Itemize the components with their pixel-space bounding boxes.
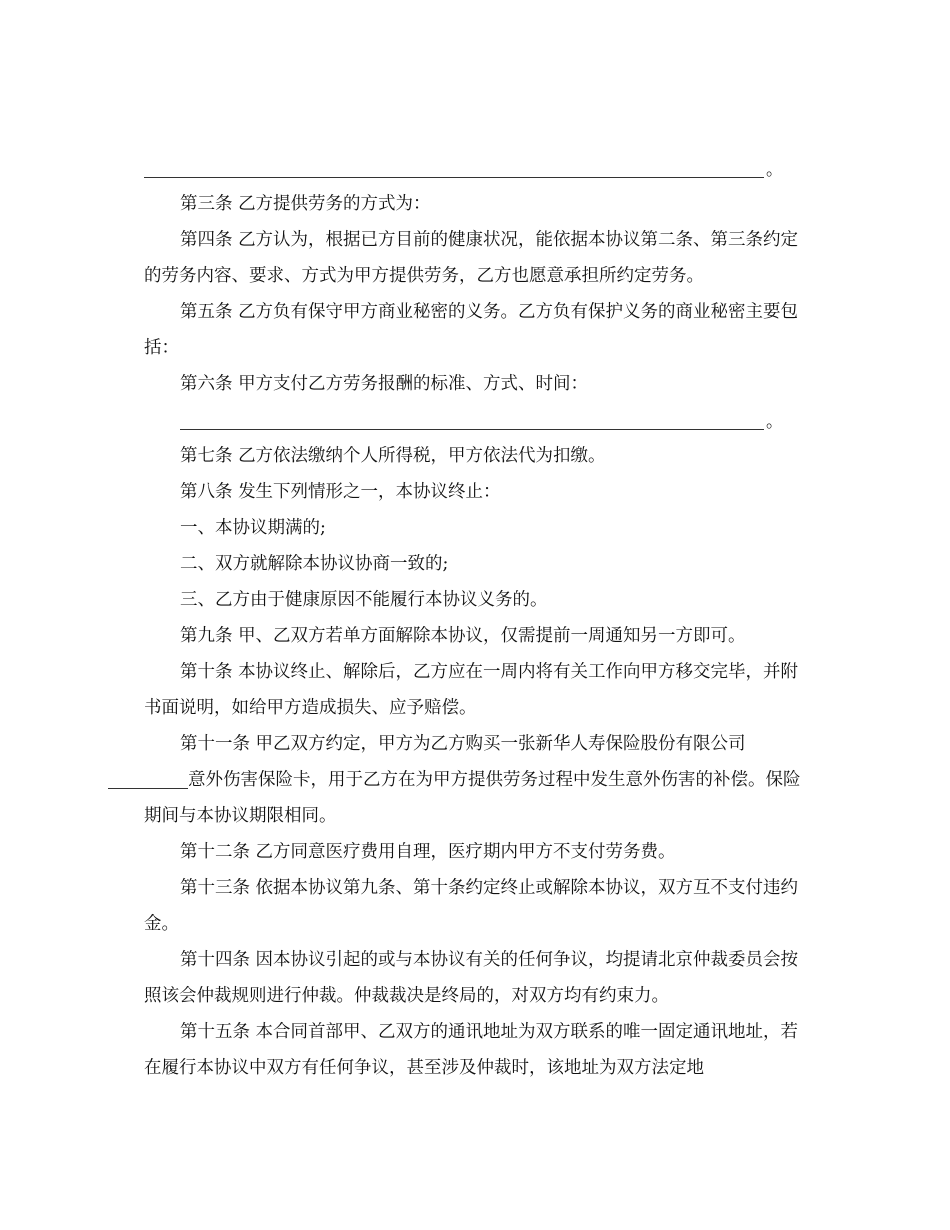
clause-8-item-3: 三、乙方由于健康原因不能履行本协议义务的。 bbox=[180, 590, 548, 610]
document-body bbox=[144, 150, 806, 1086]
clause-9: 第九条 甲、乙双方若单方面解除本协议，仅需提前一周通知另一方即可。 bbox=[180, 626, 746, 646]
inline-blank-underline bbox=[108, 768, 188, 789]
clause-11-text-b: 意外伤害保险卡，用于乙方在为甲方提供劳务过程中发生意外伤害的补偿。保险期间与本协议期限相同。 bbox=[144, 770, 801, 826]
fill-in-blank-line bbox=[144, 150, 806, 186]
clause-13: 第十三条 依据本协议第九条、第十条约定终止或解除本协议，双方互不支付违约金。 bbox=[144, 878, 799, 934]
clause-6: 第六条 甲方支付乙方劳务报酬的标准、方式、时间： bbox=[180, 374, 589, 394]
clause-8-item-1: 一、本协议期满的; bbox=[180, 518, 326, 538]
clause-11 bbox=[144, 726, 806, 834]
clause-10: 第十条 本协议终止、解除后，乙方应在一周内将有关工作向甲方移交完毕，并附书面说明，如给甲方造成损失、应予赔偿。 bbox=[144, 662, 799, 718]
fill-in-blank-line bbox=[144, 402, 806, 438]
clause-12: 第十二条 乙方同意医疗费用自理，医疗期内甲方不支付劳务费。 bbox=[180, 842, 676, 862]
clause-8: 第八条 发生下列情形之一，本协议终止： bbox=[180, 482, 501, 502]
blank-end-mark: 。 bbox=[766, 160, 783, 180]
clause-11-text-a: 第十一条 甲乙双方约定，甲方为乙方购买一张新华人寿保险股份有限公司 bbox=[180, 734, 746, 754]
blank-underline bbox=[144, 177, 764, 178]
blank-underline bbox=[180, 429, 764, 430]
clause-14: 第十四条 因本协议引起的或与本协议有关的任何争议，均提请北京仲裁委员会按照该会仲裁规则进行仲裁。仲裁裁决是终局的，对双方均有约束力。 bbox=[144, 950, 799, 1006]
blank-end-mark: 。 bbox=[766, 412, 783, 432]
clause-3: 第三条 乙方提供劳务的方式为： bbox=[180, 194, 431, 214]
clause-8-item-2: 二、双方就解除本协议协商一致的; bbox=[180, 554, 449, 574]
clause-15: 第十五条 本合同首部甲、乙双方的通讯地址为双方联系的唯一固定通讯地址，若在履行本协议中双方有任何争议，甚至涉及仲裁时，该地址为双方法定地 bbox=[144, 1022, 799, 1078]
clause-5: 第五条 乙方负有保守甲方商业秘密的义务。乙方负有保护义务的商业秘密主要包括： bbox=[144, 302, 799, 358]
clause-7: 第七条 乙方依法缴纳个人所得税，甲方依法代为扣缴。 bbox=[180, 446, 606, 466]
clause-4: 第四条 乙方认为，根据已方目前的健康状况，能依据本协议第二条、第三条约定的劳务内容、要求、方式为甲方提供劳务，乙方也愿意承担所约定劳务。 bbox=[144, 230, 799, 286]
